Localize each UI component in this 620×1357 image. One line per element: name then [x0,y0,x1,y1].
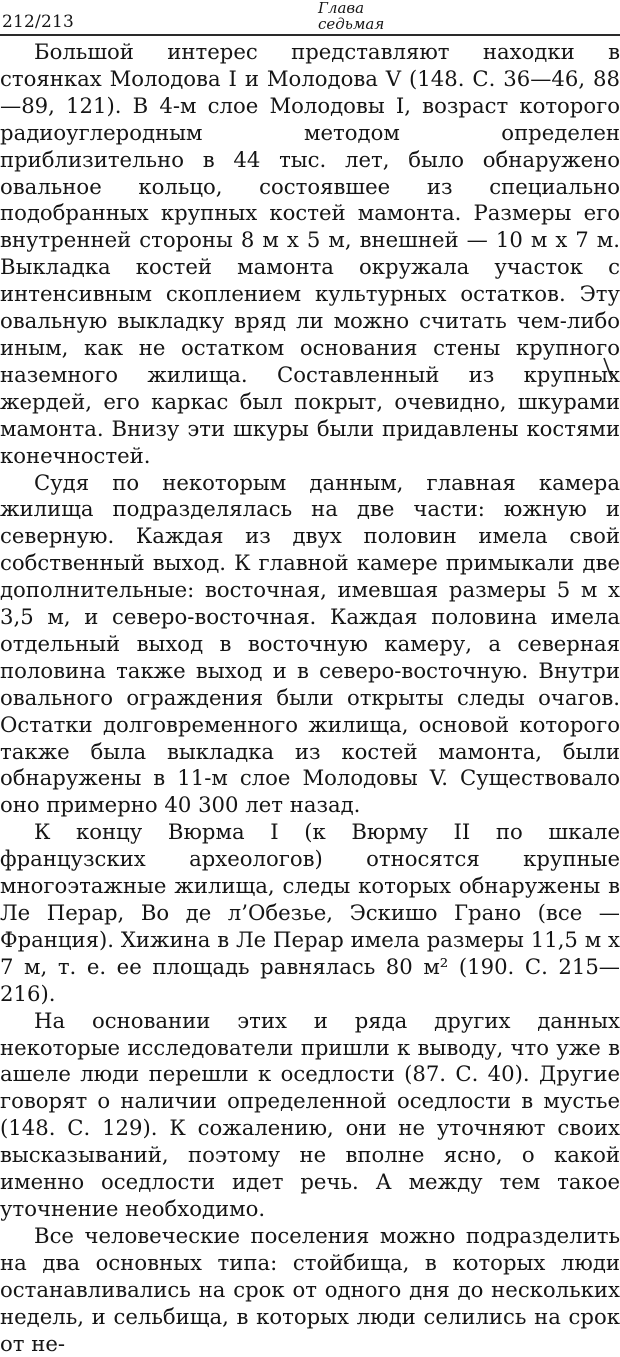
chapter-title [318,0,384,32]
chapter-title-line-1: Глава [318,0,365,17]
header-rule [0,34,620,36]
paragraph-3: К концу Вюрма I (к Вюрму II по шкале французских археологов) относятся крупные многоэтажные жилища, следы которых обнаружены в Ле Перар, Во де л’Обезье, Эскишо Грано (все — Франция). Хижина в Ле Перар имела размеры 11,5 м х 7 м, т. е. ее площадь равнялась 80 м² (190. С. 215—216). [0,819,620,1006]
paragraph-1: Большой интерес представляют находки в стоянках Молодова I и Молодова V (148. С. 36—46, 88—89, 121). В 4-м слое Молодовы I, возраст которого радиоуглеродным методом определен приблизительно в 44 тыс. лет, было обнаружено овальное кольцо, состоявшее из специально подобранных крупных костей мамонта. Размеры его внутренней стороны 8 м х 5 м, внешней — 10 м х 7 м. Выкладка костей мамонта окружала участок с интенсивным скоплением культурных остатков. Эту овальную выкладку вряд ли можно считать чем-либо иным, как не остатком основания стены крупного наземного жилища. Составленный из крупных жердей, его каркас был покрыт, очевидно, шкурами мамонта. Внизу эти шкуры были придавлены костями конечностей. [0,39,620,468]
running-header [0,0,620,34]
page-number: 212/213 [2,12,75,32]
body-text [0,39,620,1357]
chapter-title-line-2: седьмая [318,15,385,33]
paragraph-2: Судя по некоторым данным, главная камера жилища подразделялась на две части: южную и северную. Каждая из двух половин имела свой собственный выход. К главной камере примыкали две дополнительные: восточная, имевшая размеры 5 м х 3,5 м, и северо-восточная. Каждая половина имела отдельный выход в восточную камеру, а северная половина также выход и в северо-восточную. Внутри овального ограждения были открыты следы очагов. Остатки долговременного жилища, основой которого также была выкладка из костей мамонта, были обнаружены в 11-м слое Молодовы V. Существовало оно примерно 40 300 лет назад. [0,469,620,818]
paragraph-4: На основании этих и ряда других данных некоторые исследователи пришли к выводу, что уже в ашеле люди перешли к оседлости (87. С. 40). Другие говорят о наличии определенной оседлости в мустье (148. С. 129). К сожалению, они не уточняют своих высказываний, поэтому не вполне ясно, о какой именно оседлости идет речь. А между тем такое уточнение необходимо. [0,1007,620,1221]
margin-pencil-mark [602,357,614,381]
paragraph-5: Все человеческие поселения можно подразделить на два основных типа: стойбища, в которых люди останавливались на срок от одного дня до нескольких недель, и сельбища, в которых люди селились на срок от не- [0,1222,620,1356]
